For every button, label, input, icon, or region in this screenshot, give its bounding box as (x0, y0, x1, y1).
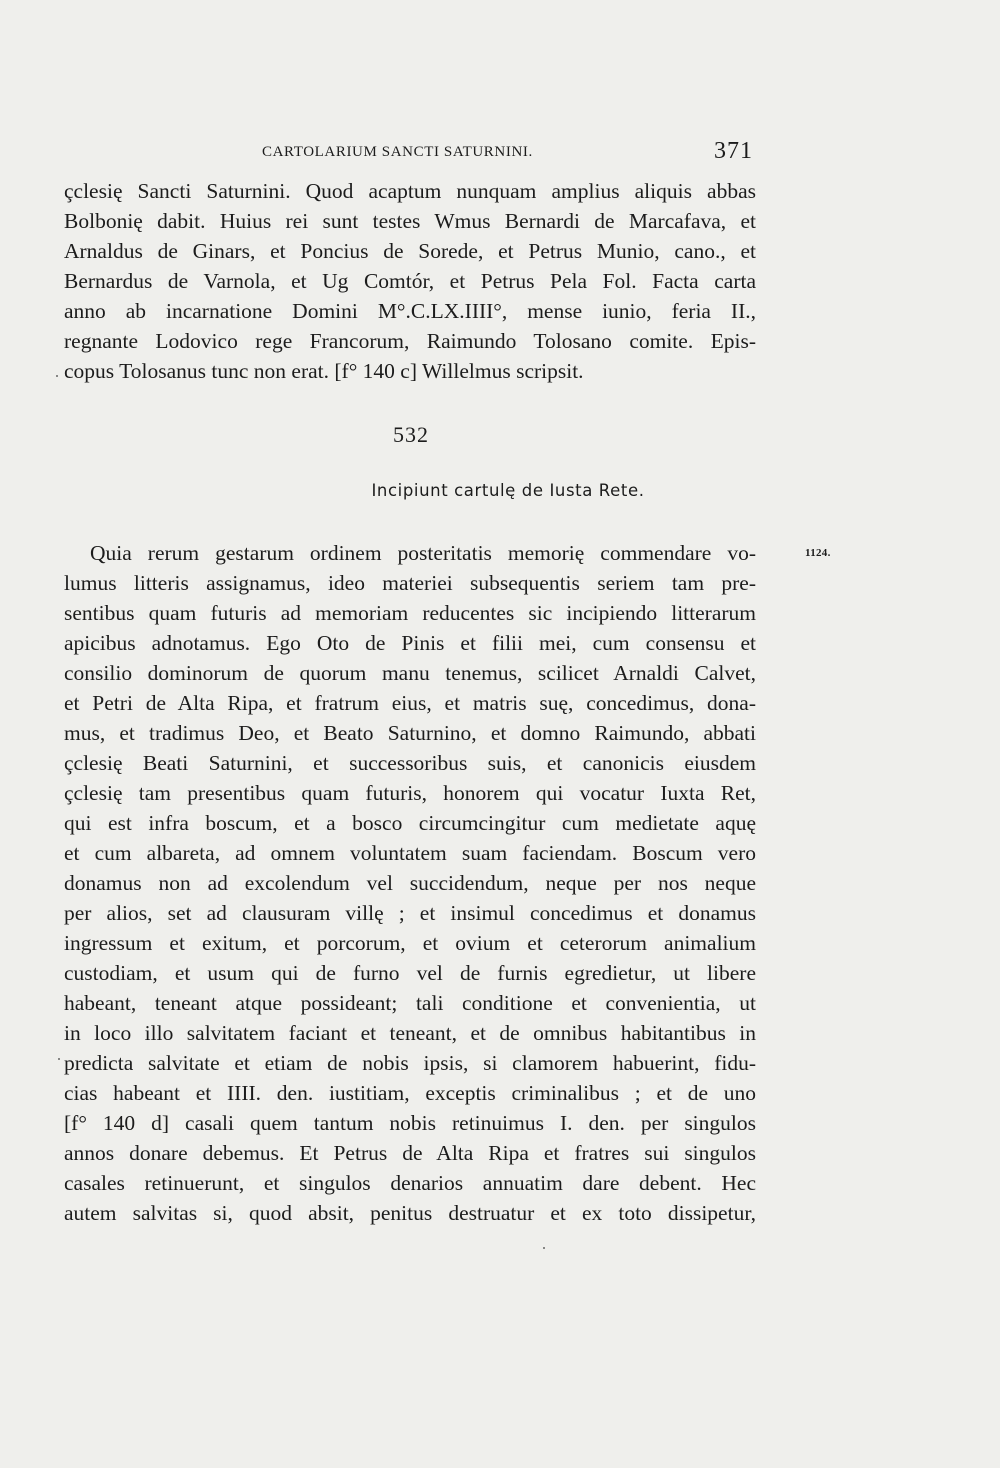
text-line: annos donare debemus. Et Petrus de Alta Ripa et fratres sui singulos (64, 1141, 756, 1165)
margin-date: 1124. (805, 547, 831, 559)
text-line: cias habeant et IIII. den. iustitiam, exceptis criminalibus ; et de uno (64, 1081, 756, 1105)
text-line: copus Tolosanus tunc non erat. [f° 140 c] Willelmus scripsit. (64, 359, 584, 383)
text-line: mus, et tradimus Deo, et Beato Saturnino, et domno Raimundo, abbati (64, 721, 756, 745)
text-line: predicta salvitate et etiam de nobis ipsis, si clamorem habuerint, fidu- (64, 1051, 756, 1075)
text-line: casales retinuerunt, et singulos denarios annuatim dare debent. Hec (64, 1171, 756, 1195)
text-line: in loco illo salvitatem faciant et teneant, et de omnibus habitantibus in (64, 1021, 756, 1045)
text-line: autem salvitas si, quod absit, penitus destruatur et ex toto dissipetur, (64, 1201, 756, 1225)
text-line: per alios, set ad clausuram villę ; et insimul concedimus et donamus (64, 901, 756, 925)
text-line: regnante Lodovico rege Francorum, Raimundo Tolosano comite. Epis- (64, 329, 756, 353)
text-line: et Petri de Alta Ripa, et fratrum eius, et matris suę, concedimus, dona- (64, 691, 756, 715)
text-line: çclesię Beati Saturnini, et successoribus suis, et canonicis eiusdem (64, 751, 756, 775)
text-line: et cum albareta, ad omnem voluntatem suam faciendam. Boscum vero (64, 841, 756, 865)
charter-title: Incipiunt cartulę de Iusta Rete. (371, 481, 645, 500)
text-line: qui est infra boscum, et a bosco circumcingitur cum medietate aquę (64, 811, 756, 835)
text-line: [f° 140 d] casali quem tantum nobis retinuimus I. den. per singulos (64, 1111, 756, 1135)
text-line: ingressum et exitum, et porcorum, et ovium et ceterorum animalium (64, 931, 756, 955)
text-line: custodiam, et usum qui de furno vel de furnis egredietur, ut libere (64, 961, 756, 985)
text-line: Arnaldus de Ginars, et Poncius de Sorede, et Petrus Munio, cano., et (64, 239, 756, 263)
text-line: donamus non ad excolendum vel succidendum, neque per nos neque (64, 871, 756, 895)
text-line: consilio dominorum de quorum manu tenemus, scilicet Arnaldi Calvet, (64, 661, 756, 685)
text-line: anno ab incarnatione Domini M°.C.LX.IIII°, mense iunio, feria II., (64, 299, 756, 323)
paragraph-charter-532 (64, 538, 756, 1228)
text-line: Bolbonię dabit. Huius rei sunt testes Wmus Bernardi de Marcafava, et (64, 209, 756, 233)
text-line: apicibus adnotamus. Ego Oto de Pinis et filii mei, cum consensu et (64, 631, 756, 655)
text-line: sentibus quam futuris ad memoriam reducentes sic incipiendo litterarum (64, 601, 756, 625)
running-title: CARTOLARIUM SANCTI SATURNINI. (262, 144, 533, 160)
paragraph-previous-charter-end (64, 176, 756, 386)
text-line: lumus litteris assignamus, ideo materiei subsequentis seriem tam pre- (64, 571, 756, 595)
text-line: Bernardus de Varnola, et Ug Comtór, et Petrus Pela Fol. Facta carta (64, 269, 756, 293)
paper-speck (58, 1058, 60, 1060)
paper-speck (56, 375, 58, 377)
page-number: 371 (714, 138, 753, 164)
text-line: çclesię tam presentibus quam futuris, honorem qui vocatur Iuxta Ret, (64, 781, 756, 805)
paper-speck (543, 1247, 545, 1249)
text-line: Quia rerum gestarum ordinem posteritatis memorię commendare vo- (90, 541, 756, 565)
text-line: habeant, teneant atque possideant; tali conditione et convenientia, ut (64, 991, 756, 1015)
text-line: çclesię Sancti Saturnini. Quod acaptum nunquam amplius aliquis abbas (64, 179, 756, 203)
charter-number: 532 (393, 422, 429, 447)
